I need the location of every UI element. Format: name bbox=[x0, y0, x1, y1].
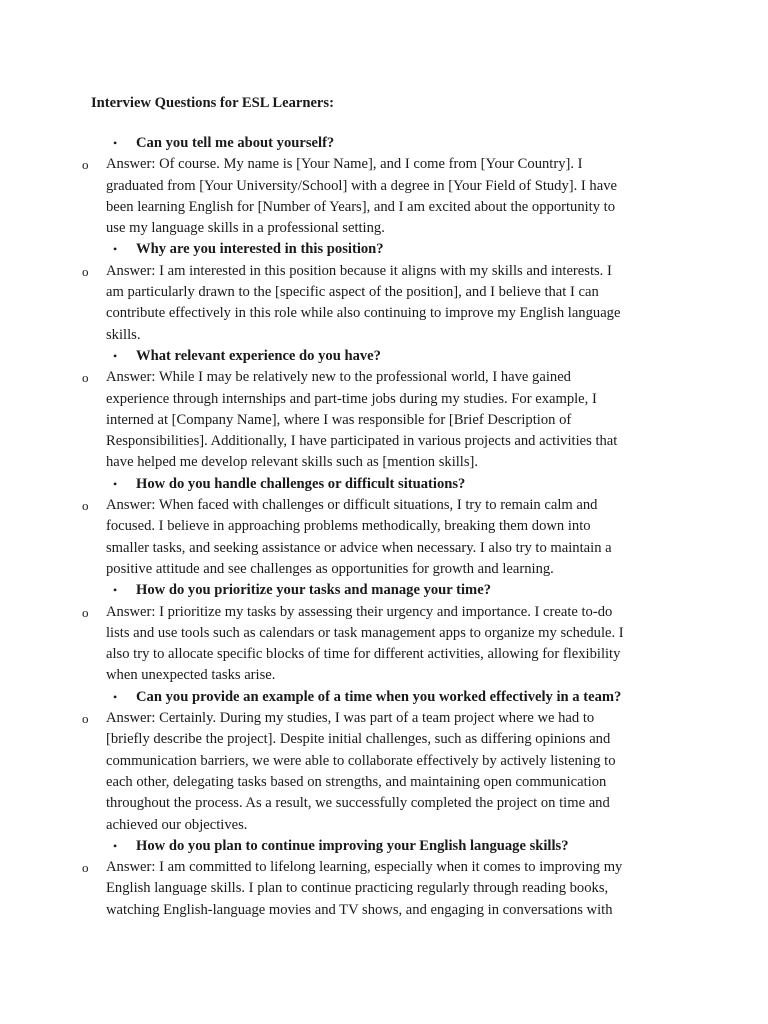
circle-bullet-icon: o bbox=[82, 604, 89, 620]
answer-line: have helped me develop relevant skills such as [mention skills]. bbox=[106, 454, 479, 471]
answer-line: Answer: Of course. My name is [Your Name], and I come from [Your Country]. I bbox=[106, 156, 583, 173]
question-text: How do you handle challenges or difficult situations? bbox=[136, 475, 466, 492]
answer-line: skills. bbox=[106, 326, 141, 343]
question-item bbox=[0, 687, 768, 708]
qa-list bbox=[0, 133, 768, 921]
answer-line: Answer: I am committed to lifelong learning, especially when it comes to improving my bbox=[106, 859, 623, 876]
bullet-icon: • bbox=[113, 136, 118, 150]
bullet-icon: • bbox=[113, 838, 118, 853]
answer-line: achieved our objectives. bbox=[106, 816, 248, 833]
question-text: How do you prioritize your tasks and manage your time? bbox=[136, 582, 491, 599]
answer-line: throughout the process. As a result, we successfully completed the project on time and bbox=[106, 795, 610, 812]
question-item bbox=[0, 474, 768, 495]
answer-line: [briefly describe the project]. Despite initial challenges, such as differing opinions and bbox=[106, 731, 611, 748]
answer-line: Answer: While I may be relatively new to the professional world, I have gained bbox=[106, 369, 571, 386]
answer-line: Answer: I prioritize my tasks by assessing their urgency and importance. I create to-do bbox=[106, 603, 613, 620]
answer-line: Answer: I am interested in this position because it aligns with my skills and interests. I bbox=[106, 262, 612, 279]
answer-line: been learning English for [Number of Years], and I am excited about the opportunity to bbox=[106, 198, 616, 215]
answer-block bbox=[0, 708, 768, 836]
answer-line: experience through internships and part-time jobs during my studies. For example, I bbox=[106, 390, 597, 407]
answer-block bbox=[0, 261, 768, 346]
answer-line: when unexpected tasks arise. bbox=[106, 667, 276, 684]
answer-line: am particularly drawn to the [specific aspect of the position], and I believe that I can bbox=[106, 284, 599, 301]
circle-bullet-icon: o bbox=[82, 860, 89, 876]
answer-block bbox=[0, 495, 768, 580]
answer-line: smaller tasks, and seeking assistance or advice when necessary. I also try to maintain a bbox=[106, 539, 612, 556]
answer-block bbox=[0, 154, 768, 239]
question-text: How do you plan to continue improving your English language skills? bbox=[136, 837, 569, 854]
bullet-icon: • bbox=[113, 583, 118, 598]
question-item bbox=[0, 346, 768, 367]
question-item bbox=[0, 580, 768, 601]
circle-bullet-icon: o bbox=[82, 370, 89, 386]
answer-line: Answer: Certainly. During my studies, I was part of a team project where we had to bbox=[106, 710, 595, 727]
bullet-icon: • bbox=[113, 476, 118, 491]
bullet-icon: • bbox=[113, 348, 118, 363]
answer-line: interned at [Company Name], where I was responsible for [Brief Description of bbox=[106, 411, 572, 428]
answer-line: positive attitude and see challenges as opportunities for growth and learning. bbox=[106, 560, 554, 577]
question-item bbox=[0, 836, 768, 857]
document-title: Interview Questions for ESL Learners: bbox=[91, 95, 334, 111]
answer-line: contribute effectively in this role while also continuing to improve my English language bbox=[106, 305, 621, 322]
answer-block bbox=[0, 602, 768, 687]
bullet-icon: • bbox=[113, 689, 118, 704]
answer-line: lists and use tools such as calendars or task management apps to organize my schedule. I bbox=[106, 624, 624, 641]
bullet-icon: • bbox=[113, 242, 118, 257]
answer-line: English language skills. I plan to continue practicing regularly through reading books, bbox=[106, 880, 609, 897]
answer-line: each other, delegating tasks based on strengths, and maintaining open communication bbox=[106, 773, 607, 790]
circle-bullet-icon: o bbox=[82, 263, 89, 279]
answer-line: Answer: When faced with challenges or difficult situations, I try to remain calm and bbox=[106, 497, 598, 514]
circle-bullet-icon: o bbox=[82, 498, 89, 514]
circle-bullet-icon: o bbox=[82, 157, 89, 173]
circle-bullet-icon: o bbox=[82, 711, 89, 727]
question-item bbox=[0, 239, 768, 260]
question-text: Can you provide an example of a time when you worked effectively in a team? bbox=[136, 688, 622, 705]
question-text: Can you tell me about yourself? bbox=[136, 135, 335, 151]
question-item bbox=[0, 133, 768, 154]
question-text: What relevant experience do you have? bbox=[136, 347, 381, 364]
answer-block bbox=[0, 857, 768, 921]
answer-line: Responsibilities]. Additionally, I have participated in various projects and activities that bbox=[106, 433, 618, 450]
answer-line: also try to allocate specific blocks of time for different activities, allowing for flexibility bbox=[106, 646, 621, 663]
answer-line: use my language skills in a professional setting. bbox=[106, 220, 385, 237]
answer-line: watching English-language movies and TV shows, and engaging in conversations with bbox=[106, 901, 613, 918]
question-text: Why are you interested in this position? bbox=[136, 241, 384, 258]
answer-line: focused. I believe in approaching problems methodically, breaking them down into bbox=[106, 518, 591, 535]
answer-line: graduated from [Your University/School] with a degree in [Your Field of Study]. I have bbox=[106, 177, 617, 194]
answer-block bbox=[0, 367, 768, 473]
answer-line: communication barriers, we were able to collaborate effectively by actively listening to bbox=[106, 752, 616, 769]
